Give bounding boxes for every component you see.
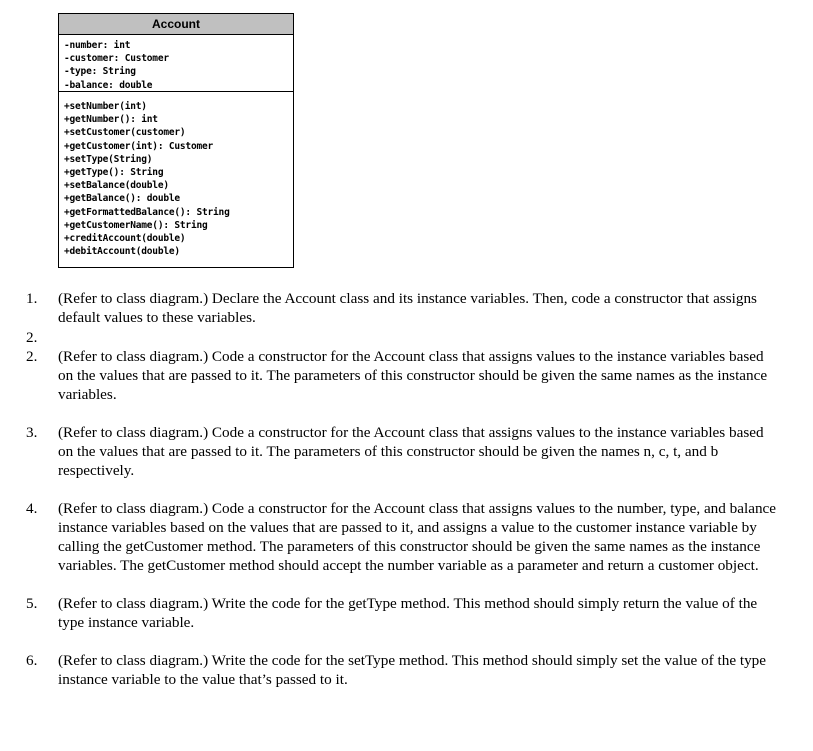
uml-class-box xyxy=(58,13,294,268)
question-item xyxy=(22,499,782,575)
uml-method: +getCustomer(int): Customer xyxy=(64,140,214,152)
question-text: (Refer to class diagram.) Code a constructor for the Account class that assigns values to the instance variables based on the values that are passed to it. The parameters of this constructor should be given the names n, c, t, and b respectively. xyxy=(58,424,764,479)
uml-methods xyxy=(59,92,293,258)
uml-method: +debitAccount(double) xyxy=(64,246,180,258)
uml-method: +creditAccount(double) xyxy=(64,233,186,245)
stray-list-number: 2. xyxy=(26,329,38,346)
uml-method: +getBalance(): double xyxy=(64,193,180,205)
question-text: (Refer to class diagram.) Code a constructor for the Account class that assigns values to the number, type, and balance instance variables based on the values that are passed to it, and assigns a value to the customer instance variable by calling the getCustomer method. The parameters of this constructor should be given the same names as the instance variables. The getCustomer method should accept the number variable as a parameter and return a customer object. xyxy=(58,500,777,574)
question-item xyxy=(22,651,782,689)
question-item xyxy=(22,423,782,480)
uml-method: +getType(): String xyxy=(64,167,164,179)
question-number: 6. xyxy=(26,652,38,669)
question-number: 1. xyxy=(26,290,38,307)
uml-attribute: -type: String xyxy=(64,66,136,78)
question-number: 4. xyxy=(26,500,38,517)
question-number: 3. xyxy=(26,424,38,441)
uml-method: +setType(String) xyxy=(64,153,153,165)
question-number: 2. xyxy=(26,348,38,365)
uml-class-name: Account xyxy=(59,14,293,35)
uml-method: +getFormattedBalance(): String xyxy=(64,206,230,218)
uml-attribute: -balance: double xyxy=(64,79,153,91)
question-item xyxy=(22,289,782,327)
uml-attribute: -customer: Customer xyxy=(64,53,169,65)
question-text: (Refer to class diagram.) Code a constructor for the Account class that assigns values to the instance variables based on the values that are passed to it. The parameters of this constructor should be given the same names as the instance variables. xyxy=(58,348,768,403)
uml-method: +setBalance(double) xyxy=(64,180,169,192)
uml-method: +setCustomer(customer) xyxy=(64,127,186,139)
uml-attributes xyxy=(59,35,293,92)
question-item xyxy=(22,347,782,404)
question-text: (Refer to class diagram.) Declare the Account class and its instance variables. Then, code a constructor that assigns default values to these variables. xyxy=(58,290,757,326)
question-text: (Refer to class diagram.) Write the code for the getType method. This method should simply return the value of the type instance variable. xyxy=(58,595,758,631)
question-text: (Refer to class diagram.) Write the code for the setType method. This method should simply set the value of the type instance variable to the value that’s passed to it. xyxy=(58,652,767,688)
uml-method: +getNumber(): int xyxy=(64,114,158,126)
question-list xyxy=(22,289,782,708)
question-number: 5. xyxy=(26,595,38,612)
uml-method: +getCustomerName(): String xyxy=(64,219,208,231)
uml-attribute: -number: int xyxy=(64,40,131,51)
uml-method: +setNumber(int) xyxy=(64,101,147,112)
question-item xyxy=(22,594,782,632)
